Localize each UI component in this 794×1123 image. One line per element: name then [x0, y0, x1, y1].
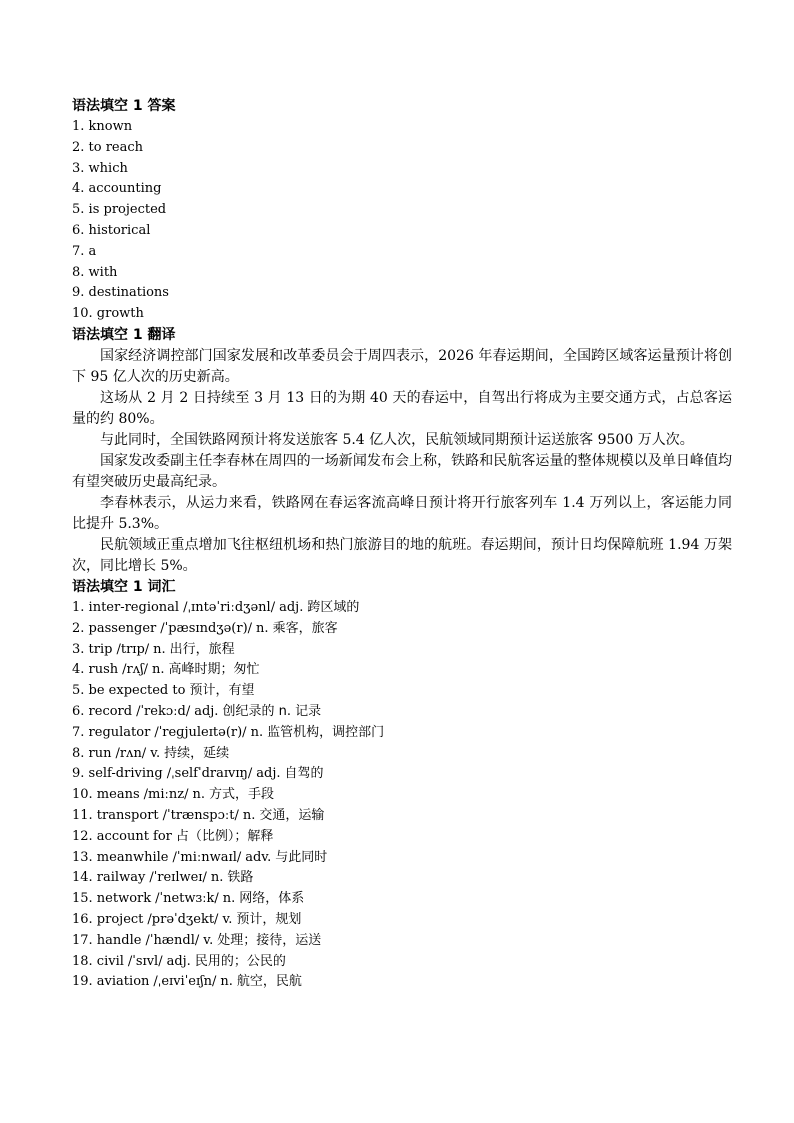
vocab-part-of-speech: v. — [150, 745, 161, 761]
vocab-meaning: 持续，延续 — [164, 745, 230, 761]
vocab-entry — [72, 660, 732, 681]
vocab-phonetic: /ˌselfˈdraɪvɪŋ/ — [166, 766, 253, 782]
vocab-meaning: 民用的；公民的 — [194, 953, 286, 969]
vocab-phonetic: /miːnz/ — [143, 787, 189, 803]
vocab-entry — [72, 889, 732, 910]
vocab-entry — [72, 681, 732, 702]
vocab-meaning: 监管机构，调控部门 — [267, 724, 385, 740]
vocab-phonetic: /rʌʃ/ — [122, 662, 149, 678]
vocab-part-of-speech: n. — [210, 870, 224, 886]
vocab-meaning: 与此同时 — [275, 849, 328, 865]
vocab-word: 1. inter-regional — [72, 600, 180, 615]
vocab-phonetic: /trɪp/ — [116, 641, 150, 657]
answer-item: 8. with — [72, 264, 118, 280]
vocab-phonetic: /ˈnetwɜːk/ — [155, 891, 219, 907]
vocab-meaning: 自驾的 — [284, 766, 324, 782]
vocab-part-of-speech: n. — [256, 620, 269, 636]
vocab-meaning: 预计，有望 — [189, 683, 255, 699]
vocab-word: 14. railway — [72, 870, 146, 886]
vocab-phonetic: /ˌeɪviˈeɪʃn/ — [153, 974, 217, 990]
vocab-meaning: 占（比例）；解释 — [175, 828, 274, 844]
vocab-word: 13. meanwhile — [72, 849, 169, 865]
vocab-word: 9. self-driving — [72, 766, 163, 782]
vocab-entry — [72, 827, 732, 848]
vocab-entry — [72, 723, 732, 744]
vocab-entry — [72, 868, 732, 889]
vocab-word: 4. rush — [72, 662, 119, 678]
vocab-word: 16. project — [72, 911, 144, 927]
document-page — [72, 96, 732, 993]
vocab-phonetic: /prəˈdʒekt/ — [147, 911, 219, 927]
vocab-phonetic: /ˈpæsɪndʒə(r)/ — [160, 620, 253, 636]
translation-paragraph: 李春林表示，从运力来看，铁路网在春运客流高峰日预计将开行旅客列车 1.4 万列以上，客运能力同比提升 5.3%。 — [72, 495, 732, 532]
vocab-meaning: 出行，旅程 — [169, 641, 235, 657]
vocab-word: 11. transport — [72, 807, 159, 823]
vocab-entry — [72, 952, 732, 973]
vocab-word: 8. run — [72, 745, 112, 761]
vocab-word: 15. network — [72, 891, 152, 907]
answer-item: 4. accounting — [72, 181, 162, 197]
vocab-entry — [72, 702, 732, 723]
vocab-part-of-speech: adv. — [245, 849, 272, 865]
vocab-entry — [72, 744, 732, 765]
vocab-part-of-speech: adj. — [166, 953, 191, 969]
vocab-meaning: 预计，规划 — [236, 911, 302, 927]
vocab-part-of-speech: adj. — [256, 766, 281, 782]
vocab-meaning: 创纪录的 n. 记录 — [222, 703, 322, 719]
vocab-part-of-speech: v. — [222, 911, 233, 927]
vocab-part-of-speech: v. — [203, 932, 214, 948]
vocab-entry — [72, 785, 732, 806]
vocab-part-of-speech: adj. — [279, 600, 304, 615]
vocab-meaning: 高峰时期；匆忙 — [168, 662, 260, 678]
vocab-word: 17. handle — [72, 932, 142, 948]
vocab-meaning: 交通，运输 — [259, 807, 325, 823]
answer-item: 3. which — [72, 160, 128, 176]
vocab-word: 18. civil — [72, 953, 124, 969]
vocab-word: 19. aviation — [72, 974, 150, 990]
vocab-meaning: 航空，民航 — [236, 974, 302, 990]
vocab-phonetic: /rʌn/ — [115, 745, 147, 761]
vocab-part-of-speech: n. — [152, 662, 165, 678]
vocab-part-of-speech: n. — [153, 641, 166, 657]
vocabulary-heading: 语法填空 1 词汇 — [72, 579, 176, 595]
vocab-part-of-speech: n. — [242, 807, 256, 823]
vocab-part-of-speech: n. — [222, 891, 236, 907]
vocab-word: 2. passenger — [72, 620, 157, 636]
vocab-entry — [72, 619, 732, 640]
answer-item: 7. a — [72, 243, 97, 259]
vocab-part-of-speech: n. — [220, 974, 233, 990]
answer-item: 1. known — [72, 119, 133, 134]
vocab-meaning: 网络，体系 — [239, 891, 305, 907]
answers-list — [72, 117, 732, 325]
vocab-meaning: 方式，手段 — [209, 787, 275, 803]
vocab-phonetic: /ˈreɪlweɪ/ — [149, 870, 207, 886]
vocab-meaning: 跨区域的 — [307, 600, 360, 615]
translation-heading: 语法填空 1 翻译 — [72, 327, 176, 343]
vocab-word: 6. record — [72, 703, 133, 719]
translation-body — [72, 346, 732, 577]
vocab-entry — [72, 931, 732, 952]
answer-item: 10. growth — [72, 306, 144, 322]
vocab-word: 12. account for — [72, 828, 172, 844]
vocab-word: 5. be expected to — [72, 683, 186, 699]
answer-item: 6. historical — [72, 222, 151, 238]
vocab-phonetic: /ˈhændl/ — [145, 932, 200, 948]
vocab-phonetic: /ˌɪntəˈriːdʒənl/ — [183, 600, 276, 615]
vocab-part-of-speech: n. — [192, 787, 205, 803]
vocab-phonetic: /ˈreɡjuleɪtə(r)/ — [154, 724, 247, 740]
vocab-word: 10. means — [72, 787, 140, 803]
vocab-entry — [72, 764, 732, 785]
answers-heading: 语法填空 1 答案 — [72, 98, 176, 114]
translation-paragraph: 民航领域正重点增加飞往枢纽机场和热门旅游目的地的航班。春运期间，预计日均保障航班 1.94 万架次，同比增长 5%。 — [72, 537, 732, 574]
vocab-word: 7. regulator — [72, 724, 151, 740]
translation-paragraph: 国家经济调控部门国家发展和改革委员会于周四表示，2026 年春运期间，全国跨区域客运量预计将创下 95 亿人次的历史新高。 — [72, 348, 732, 385]
vocab-entry — [72, 806, 732, 827]
answer-item: 5. is projected — [72, 202, 167, 218]
vocab-phonetic: /ˈmiːnwaɪl/ — [172, 849, 242, 865]
vocab-phonetic: /ˈrekɔːd/ — [136, 703, 191, 719]
translation-paragraph: 这场从 2 月 2 日持续至 3 月 13 日的为期 40 天的春运中，自驾出行将成为主要交通方式，占总客运量的约 80%。 — [72, 390, 732, 427]
vocab-entry — [72, 598, 732, 619]
vocab-entry — [72, 910, 732, 931]
translation-paragraph: 与此同时，全国铁路网预计将发送旅客 5.4 亿人次，民航领域同期预计运送旅客 9500 万人次。 — [100, 432, 694, 448]
vocab-phonetic: /ˈtrænspɔːt/ — [162, 807, 239, 823]
vocab-part-of-speech: adj. — [194, 703, 219, 719]
vocab-entry — [72, 848, 732, 869]
vocab-word: 3. trip — [72, 641, 113, 657]
answer-item: 2. to reach — [72, 139, 144, 155]
vocab-meaning: 铁路 — [227, 870, 254, 886]
answer-item: 9. destinations — [72, 285, 169, 301]
vocab-part-of-speech: n. — [250, 724, 264, 740]
vocabulary-list — [72, 598, 732, 993]
vocab-phonetic: /ˈsɪvl/ — [127, 953, 163, 969]
vocab-entry — [72, 640, 732, 661]
vocab-meaning: 处理；接待，运送 — [217, 932, 322, 948]
translation-paragraph: 国家发改委副主任李春林在周四的一场新闻发布会上称，铁路和民航客运量的整体规模以及单日峰值均有望突破历史最高纪录。 — [72, 453, 732, 490]
vocab-meaning: 乘客，旅客 — [272, 620, 338, 636]
vocab-entry — [72, 972, 732, 993]
